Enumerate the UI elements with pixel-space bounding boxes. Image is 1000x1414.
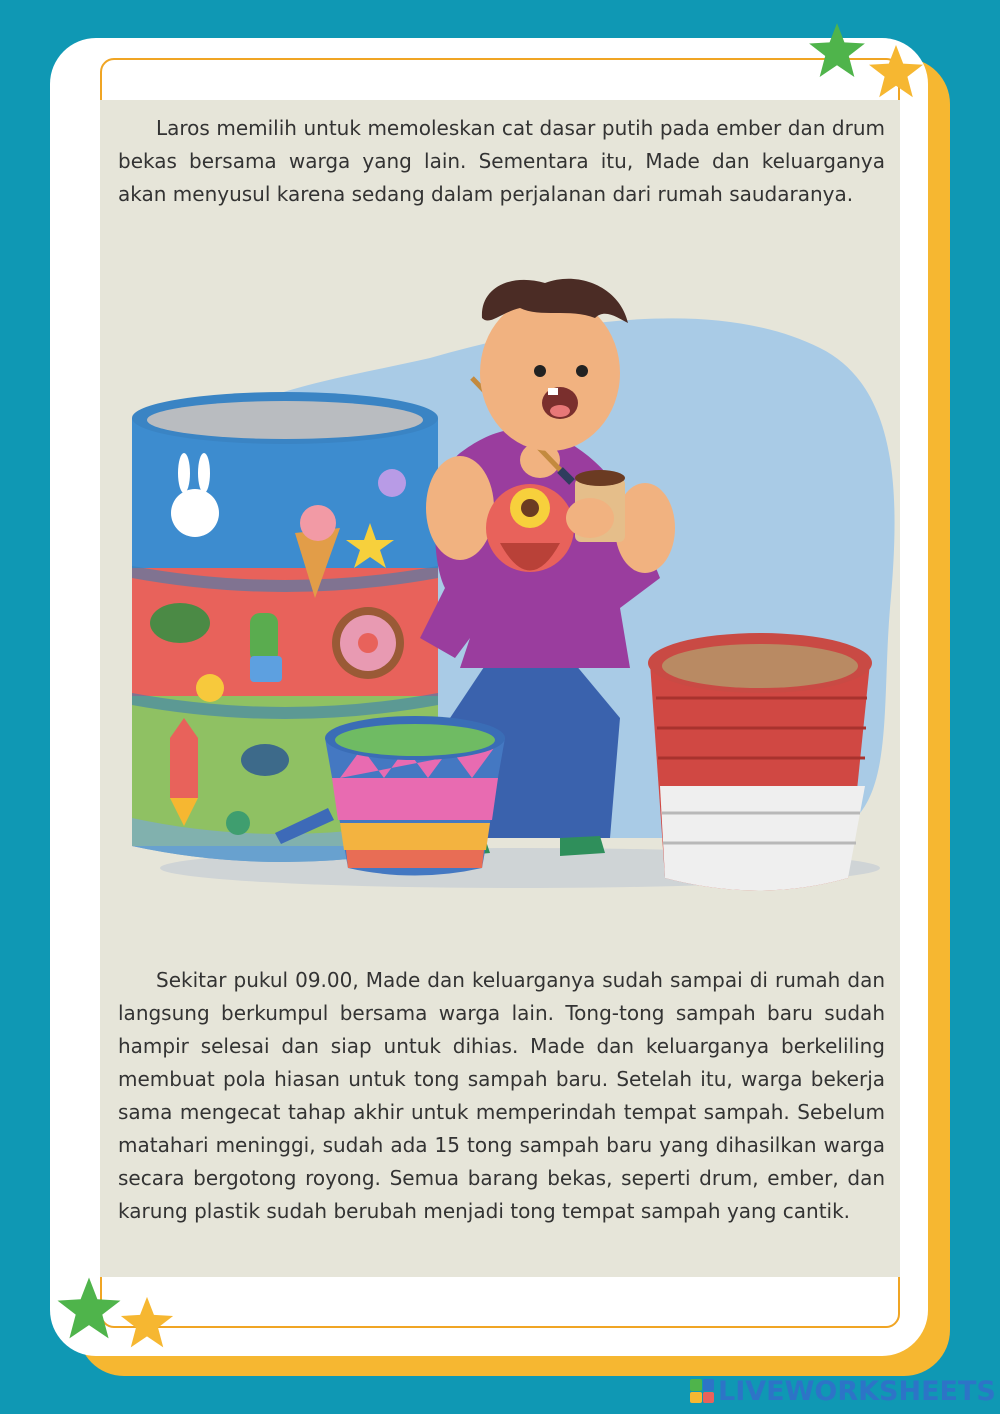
story-paragraph-1: Laros memilih untuk memoleskan cat dasar putih pada ember dan drum bekas bersama warga yang lain. Sementara itu, Made dan keluarganya akan menyusul karena sedang dalam perjalanan dari rumah saudaranya. xyxy=(118,116,885,206)
liveworksheets-logo-icon xyxy=(690,1379,714,1403)
story-paragraph-2: Sekitar pukul 09.00, Made dan keluarganya sudah sampai di rumah dan langsung berkumpul bersama warga lain. Tong-tong sampah baru sudah hampir selesai dan siap untuk dihias. Made dan keluarganya berkeliling membuat pola hiasan untuk tong sampah baru. Setelah itu, warga bekerja sama mengecat tahap akhir untuk memperindah tempat sampah. Sebelum matahari meninggi, sudah ada 15 tong sampah baru yang dihasilkan warga secara bergotong royong. Semua barang bekas, seperti drum, ember, dan karung plastik sudah berubah menjadi tong tempat sampah yang cantik. xyxy=(118,968,885,1223)
yellow-star-icon xyxy=(118,1294,176,1352)
green-star-icon xyxy=(54,1274,124,1344)
painted-bucket xyxy=(325,716,505,876)
illustration-boy-painting-bins xyxy=(100,278,900,928)
green-star-icon xyxy=(806,20,868,82)
brand-name: LIVEWORKSHEETS xyxy=(718,1375,996,1407)
liveworksheets-brand[interactable] xyxy=(690,1374,996,1408)
woven-basket xyxy=(648,633,872,891)
yellow-star-icon xyxy=(866,42,926,102)
